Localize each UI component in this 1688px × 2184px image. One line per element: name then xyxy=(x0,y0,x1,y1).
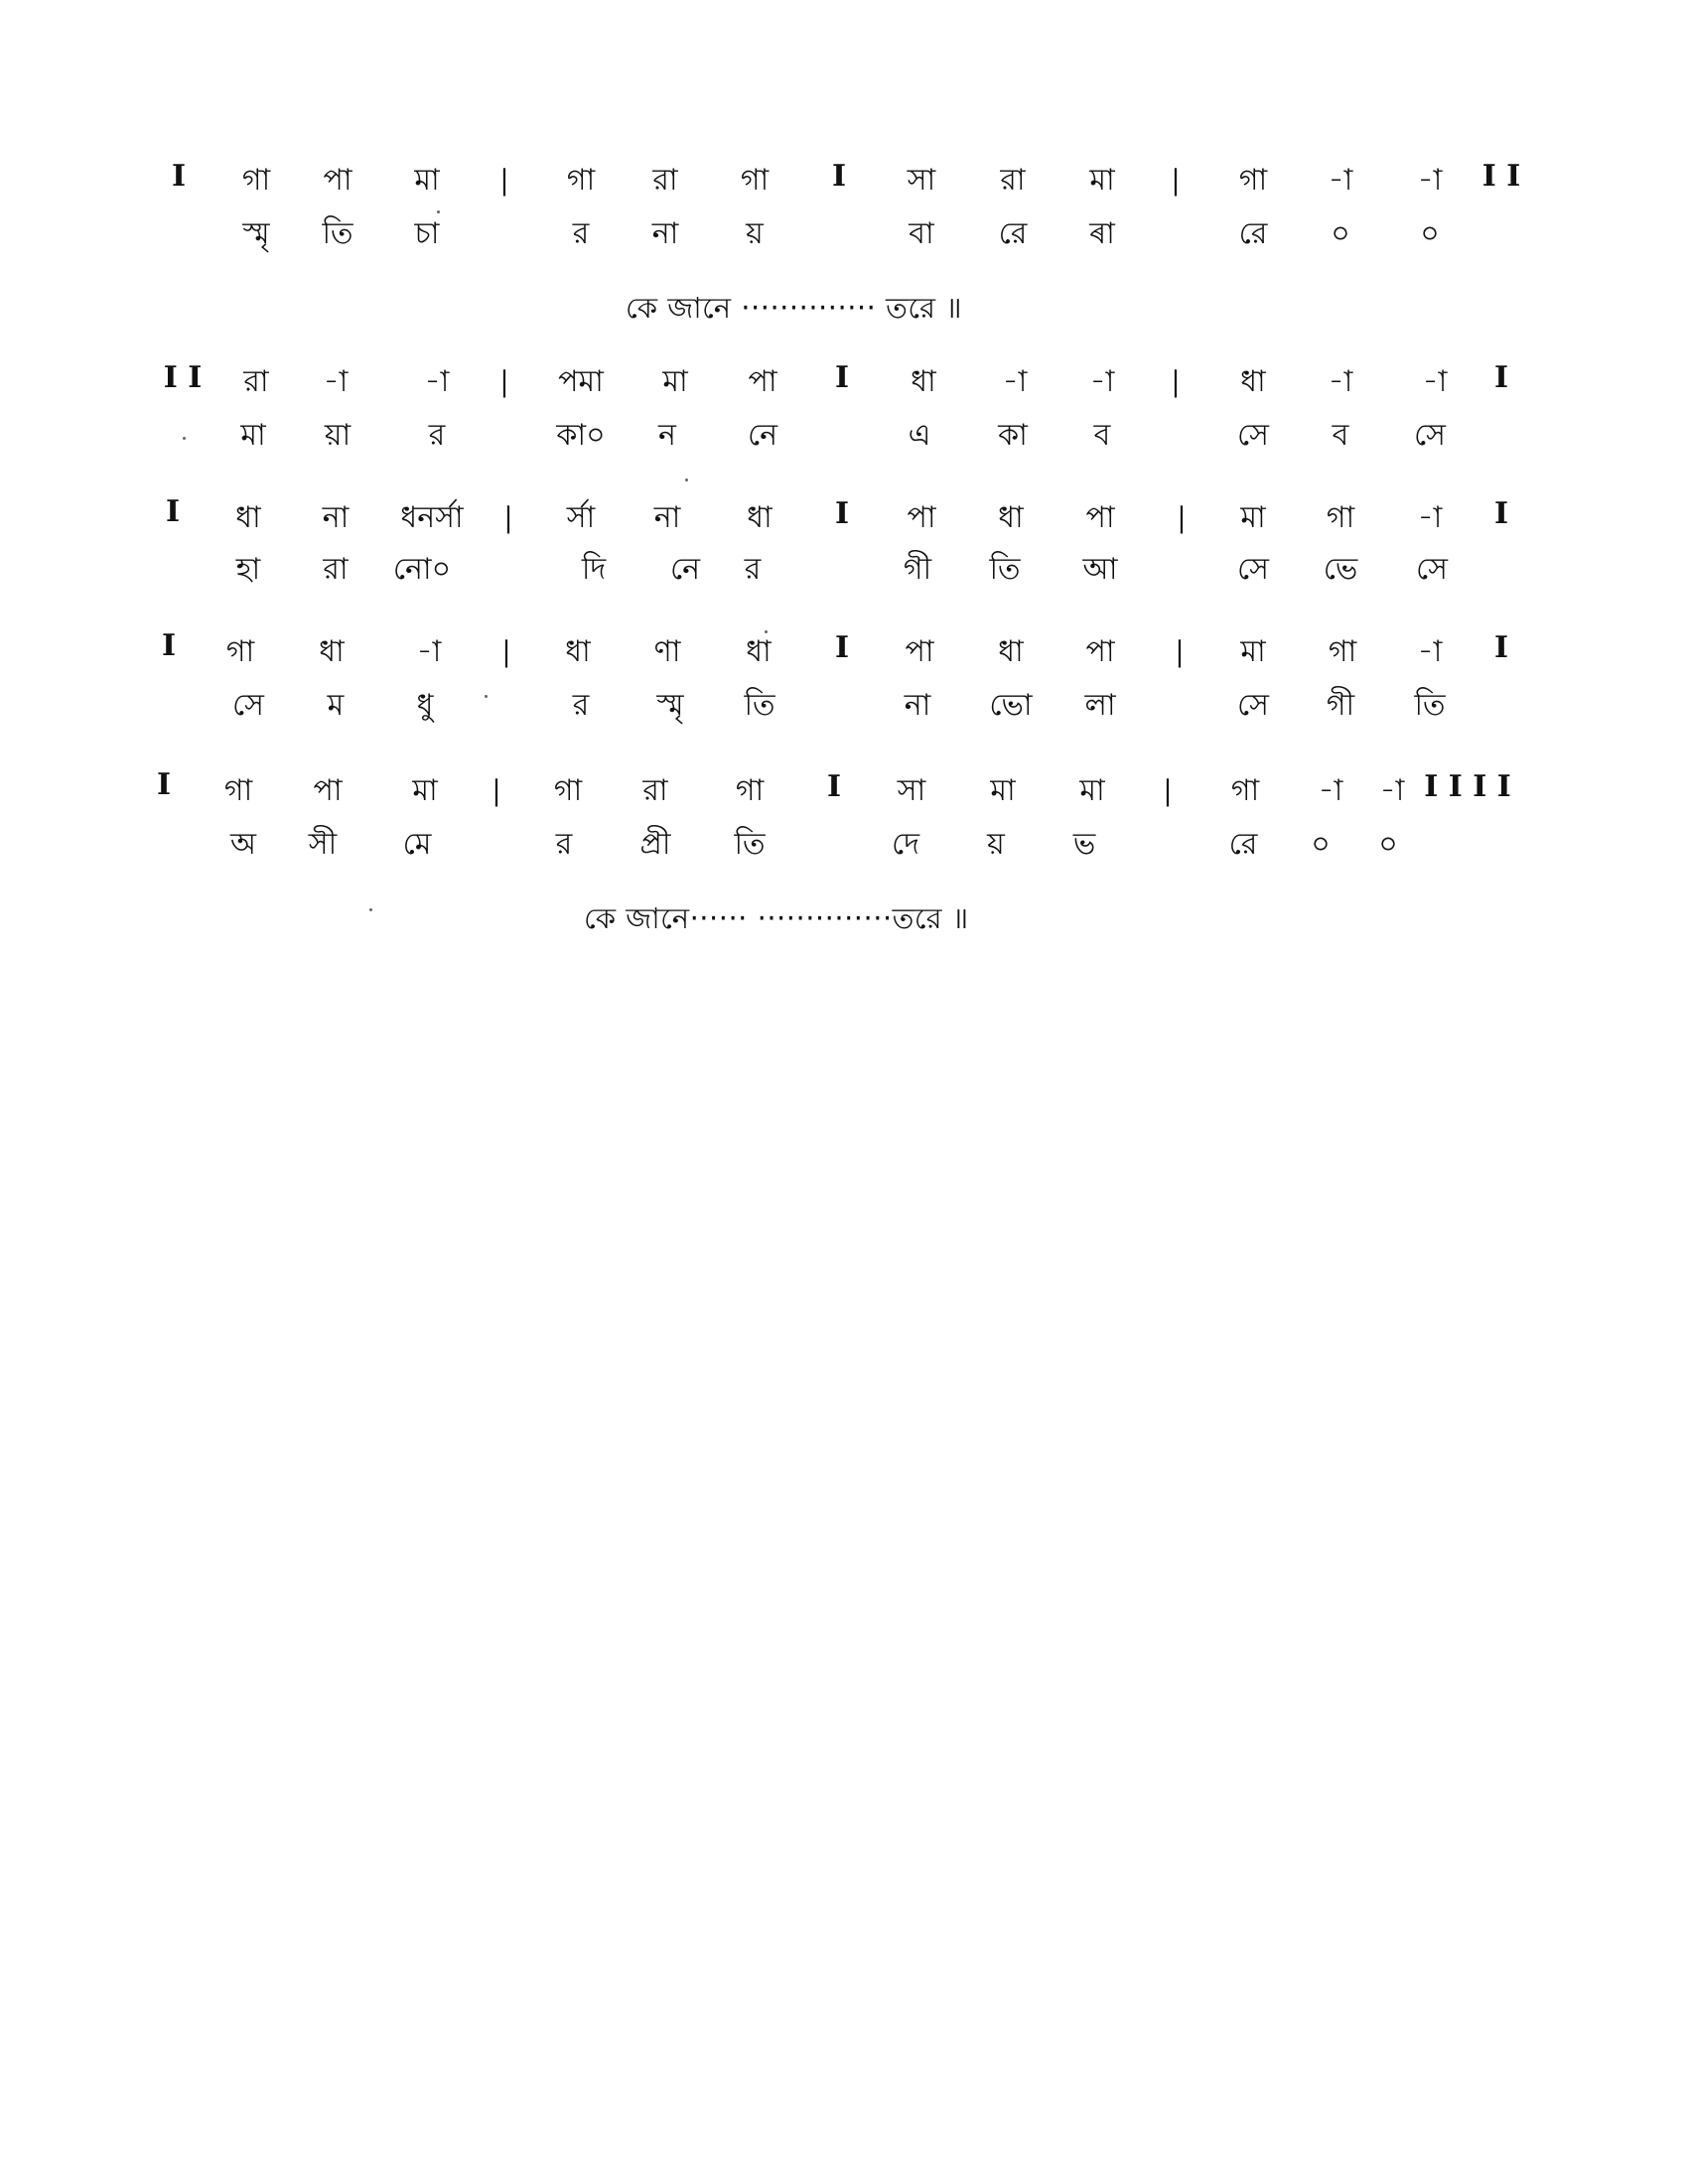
lyric-syllable: গী xyxy=(903,552,932,587)
beat-divider: | xyxy=(1171,164,1181,197)
bar-line: I xyxy=(826,769,842,804)
beat-divider: | xyxy=(501,635,511,668)
swara-note: মা xyxy=(1089,163,1115,198)
lyric-syllable: ভে xyxy=(1323,552,1358,587)
bar-line: I xyxy=(834,630,850,665)
lyric-syllable: রে xyxy=(1238,216,1268,251)
lyric-syllable: ম xyxy=(327,688,345,723)
swara-note: মা xyxy=(414,163,440,198)
swara-note: গা xyxy=(1230,773,1260,808)
swara-note: ধা xyxy=(911,364,936,399)
beat-divider: | xyxy=(499,164,509,197)
notation-block-2 xyxy=(0,352,1688,472)
swara-note: পা xyxy=(748,364,777,399)
swara-note: না xyxy=(322,500,350,535)
lyric-syllable: সে xyxy=(1416,552,1448,587)
lyric-syllable: ০ xyxy=(1378,827,1398,862)
swara-note: সা xyxy=(907,163,936,198)
swara-note: ধা xyxy=(998,634,1024,669)
beat-divider: | xyxy=(1175,635,1185,668)
lyric-syllable: চা xyxy=(414,216,440,251)
refrain-line: কে জানে ·············· তরে ॥ xyxy=(626,291,963,325)
beat-divider: | xyxy=(492,774,501,807)
bar-line: I xyxy=(1493,630,1509,665)
lyric-syllable: কা০ xyxy=(556,418,606,453)
swara-note: মা xyxy=(990,773,1016,808)
lyric-syllable: র xyxy=(428,418,446,453)
lyric-syllable: গী xyxy=(1326,688,1355,723)
lyric-syllable: সী xyxy=(308,827,338,862)
swara-note: মা xyxy=(412,773,438,808)
beat-divider: | xyxy=(1171,365,1181,398)
swara-note: গা xyxy=(735,773,765,808)
lyric-syllable: য়া xyxy=(324,418,352,453)
bar-line: I xyxy=(156,767,172,802)
lyric-syllable: আ xyxy=(1082,552,1118,587)
lyric-syllable: সে xyxy=(1237,552,1269,587)
lyrics-row xyxy=(0,214,1688,262)
lyric-syllable: সে xyxy=(1414,418,1446,453)
lyric-syllable: বা xyxy=(909,216,934,251)
swara-note: সা xyxy=(897,773,926,808)
scan-speck xyxy=(765,630,768,633)
swara-note: রা xyxy=(642,773,668,808)
swara-row xyxy=(0,628,1688,680)
lyric-syllable: এ xyxy=(908,418,931,453)
swara-note: ধা xyxy=(747,500,773,535)
swara-note: গা xyxy=(1326,500,1355,535)
swara-note: -া xyxy=(1379,773,1405,808)
bar-line: I xyxy=(831,159,847,194)
beat-divider: | xyxy=(503,501,513,534)
swara-note: না xyxy=(653,500,681,535)
lyric-syllable: তি xyxy=(734,827,766,862)
bar-line: I xyxy=(1493,496,1509,531)
swara-note: -া xyxy=(1417,163,1443,198)
lyric-syllable: র xyxy=(572,216,590,251)
scan-speck xyxy=(437,210,440,213)
refrain-line: কে জানে······ ··············তরে ॥ xyxy=(584,901,969,935)
swara-note: পমা xyxy=(558,364,604,399)
bar-line: I I xyxy=(1481,159,1521,194)
lyric-syllable: তি xyxy=(322,216,353,251)
lyric-syllable: ভো xyxy=(989,688,1033,723)
beat-divider: | xyxy=(499,365,509,398)
swara-note: -া xyxy=(1318,773,1343,808)
lyric-syllable: সে xyxy=(232,688,264,723)
lyric-syllable: ০ xyxy=(1420,216,1440,251)
swara-note: পা xyxy=(323,163,352,198)
notation-block-1 xyxy=(0,149,1688,268)
lyric-syllable: ৰা xyxy=(1089,216,1115,251)
bar-line: I xyxy=(834,496,850,531)
bar-line: I xyxy=(1493,360,1509,395)
swara-note: ণা xyxy=(653,634,681,669)
lyric-syllable: ০ xyxy=(1311,827,1331,862)
lyric-syllable: প্রী xyxy=(639,827,671,862)
lyric-syllable: ব xyxy=(1093,418,1111,453)
scan-speck xyxy=(369,908,372,911)
swara-note: গা xyxy=(1328,634,1357,669)
lyric-syllable: অ xyxy=(230,827,256,862)
swara-note: -া xyxy=(1417,634,1443,669)
swara-row xyxy=(0,362,1688,410)
swara-note: -া xyxy=(1089,364,1115,399)
swara-note: রা xyxy=(652,163,678,198)
lyric-syllable: তি xyxy=(744,688,775,723)
lyric-syllable: র xyxy=(744,552,762,587)
swara-note: -া xyxy=(1002,364,1028,399)
swara-note: -া xyxy=(323,364,349,399)
swara-note: ধা xyxy=(746,634,772,669)
swara-note: -া xyxy=(1422,364,1448,399)
lyric-syllable: না xyxy=(904,688,931,723)
swara-note: মা xyxy=(662,364,688,399)
swara-note: ধা xyxy=(235,500,261,535)
swara-row xyxy=(0,494,1688,546)
swara-note: গা xyxy=(225,634,255,669)
lyric-syllable: ব xyxy=(1332,418,1349,453)
swara-note: গা xyxy=(241,163,271,198)
lyric-syllable: নে xyxy=(669,552,701,587)
bar-line: I xyxy=(161,628,177,663)
lyric-syllable: মা xyxy=(240,418,266,453)
lyric-syllable: য় xyxy=(987,827,1005,862)
notation-block-5 xyxy=(0,759,1688,879)
swara-note: -া xyxy=(424,364,450,399)
swara-note: গা xyxy=(553,773,583,808)
lyric-syllable: য় xyxy=(746,216,764,251)
lyrics-row xyxy=(0,825,1688,873)
swara-row xyxy=(0,161,1688,208)
swara-note: গা xyxy=(1238,163,1268,198)
swara-note: গা xyxy=(740,163,770,198)
swara-note: ধা xyxy=(319,634,345,669)
swara-note: মা xyxy=(1240,634,1266,669)
bar-line: I I xyxy=(163,360,203,395)
swara-note: -া xyxy=(1328,163,1353,198)
swara-note: ধা xyxy=(565,634,591,669)
lyric-syllable: ধু xyxy=(416,688,434,723)
bar-line: I xyxy=(171,159,187,194)
bar-line: I xyxy=(165,494,181,529)
bar-line: I I I I xyxy=(1424,769,1511,804)
scan-speck xyxy=(485,695,488,698)
lyric-syllable: মে xyxy=(402,827,432,862)
lyric-syllable: না xyxy=(651,216,679,251)
swara-note: মা xyxy=(1240,500,1266,535)
bar-line: I xyxy=(834,360,850,395)
lyric-syllable: সে xyxy=(1237,418,1269,453)
lyrics-row xyxy=(0,416,1688,464)
scan-speck xyxy=(685,478,688,481)
swara-note: ধা xyxy=(998,500,1024,535)
beat-divider: | xyxy=(1177,501,1187,534)
swara-note: মা xyxy=(1079,773,1105,808)
lyric-syllable: তি xyxy=(1414,688,1446,723)
lyric-syllable: র xyxy=(555,827,573,862)
lyric-syllable: র xyxy=(572,688,590,723)
lyric-syllable: কা xyxy=(998,418,1028,453)
swara-note: -া xyxy=(1417,500,1443,535)
lyric-syllable: ন xyxy=(658,418,676,453)
swara-note: রা xyxy=(1000,163,1026,198)
lyric-syllable: স্মৃ xyxy=(656,688,684,723)
lyric-syllable: রে xyxy=(1228,827,1258,862)
swara-note: র্সা xyxy=(566,500,596,535)
scan-speck xyxy=(183,437,186,440)
swara-note: রা xyxy=(243,364,269,399)
lyric-syllable: লা xyxy=(1084,688,1116,723)
lyric-syllable: নে xyxy=(747,418,778,453)
lyric-syllable: রে xyxy=(998,216,1028,251)
swara-note: ধনর্সা xyxy=(400,500,464,535)
lyric-syllable: ০ xyxy=(1331,216,1350,251)
swara-note: গা xyxy=(223,773,253,808)
lyrics-row xyxy=(0,550,1688,598)
swara-note: পা xyxy=(905,634,934,669)
swara-row xyxy=(0,767,1688,819)
swara-note: -া xyxy=(416,634,442,669)
swara-note: ধা xyxy=(1240,364,1266,399)
lyric-syllable: দি xyxy=(581,552,607,587)
notation-block-4 xyxy=(0,620,1688,740)
beat-divider: | xyxy=(1163,774,1173,807)
swara-note: পা xyxy=(1085,634,1115,669)
swara-note: পা xyxy=(1085,500,1115,535)
lyrics-row xyxy=(0,686,1688,734)
lyric-syllable: হা xyxy=(235,552,261,587)
lyric-syllable: স্মৃ xyxy=(242,216,270,251)
swara-note: পা xyxy=(907,500,936,535)
lyric-syllable: রা xyxy=(323,552,349,587)
lyric-syllable: ভ xyxy=(1072,827,1096,862)
swara-note: গা xyxy=(566,163,596,198)
swara-note: -া xyxy=(1328,364,1353,399)
lyric-syllable: সে xyxy=(1237,688,1269,723)
lyric-syllable: নো০ xyxy=(392,552,452,587)
lyric-syllable: দে xyxy=(892,827,919,862)
lyric-syllable: তি xyxy=(989,552,1021,587)
swara-note: পা xyxy=(313,773,343,808)
notation-block-3 xyxy=(0,486,1688,606)
